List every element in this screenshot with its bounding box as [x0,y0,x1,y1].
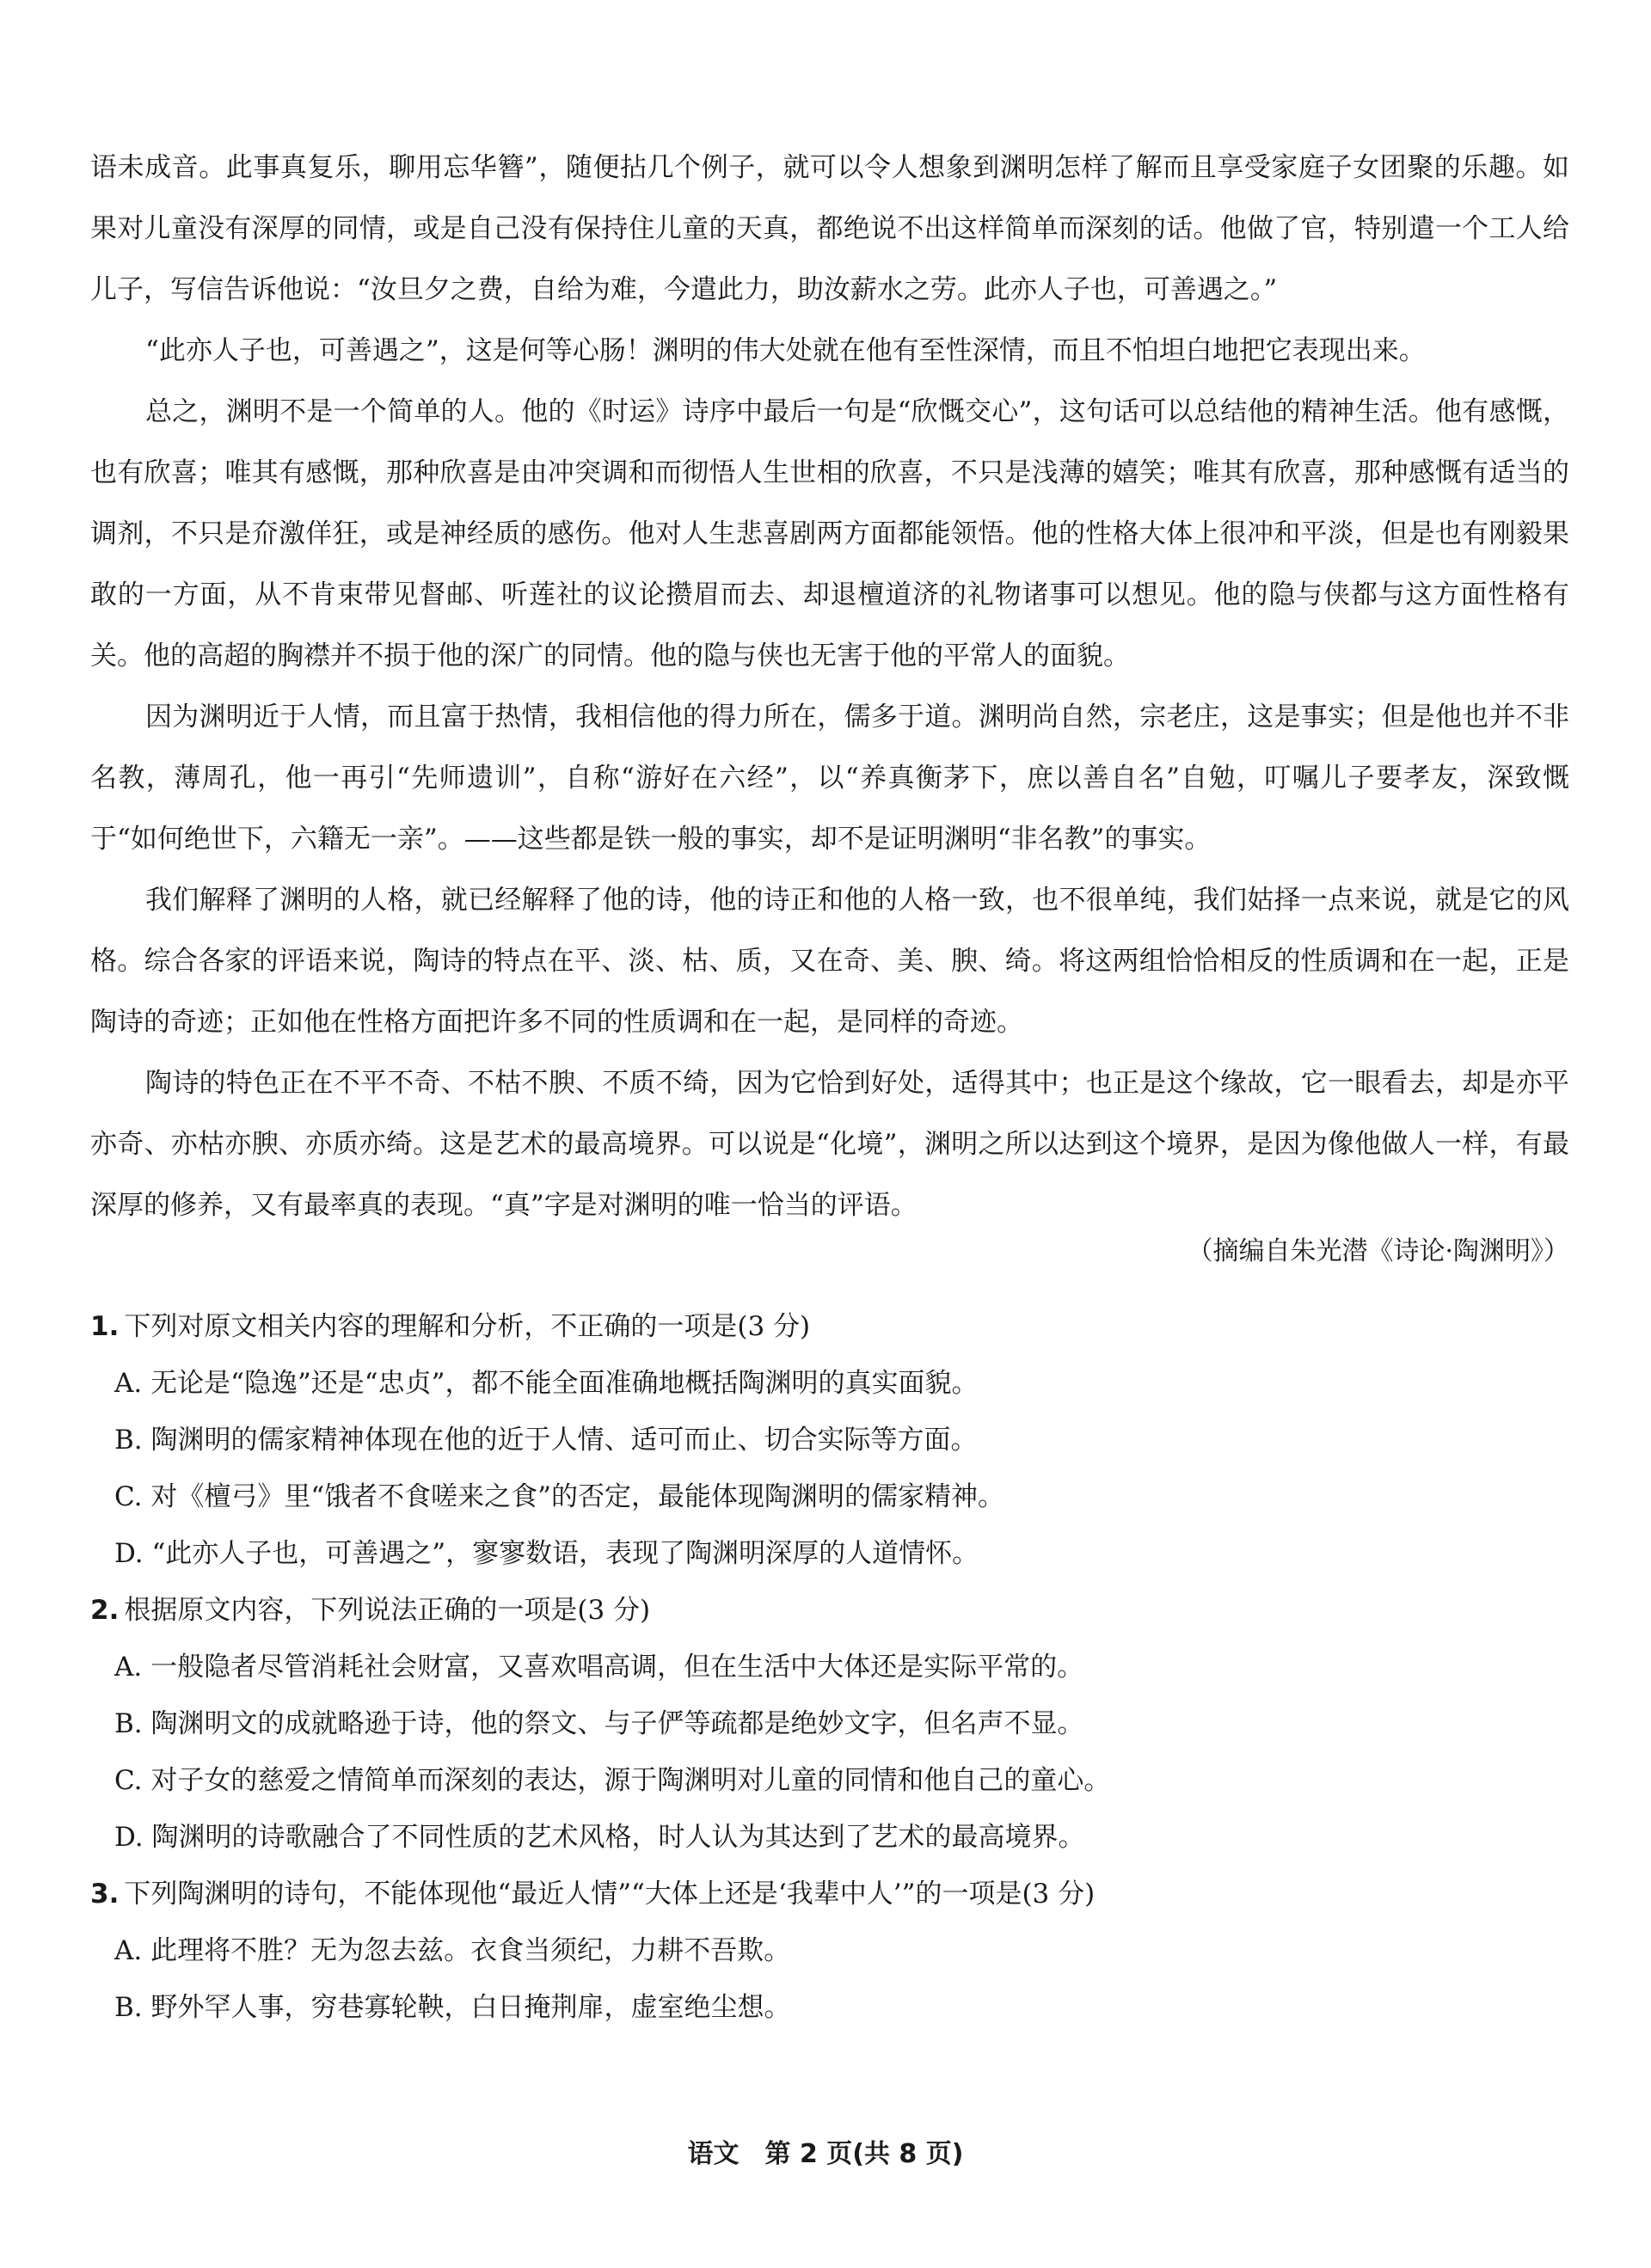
question-stem [90,1866,1569,1922]
option-c: C. 对《檀弓》里“饿者不食嗟来之食”的否定，最能体现陶渊明的儒家精神。 [114,1481,1005,1512]
question-text: 下列陶渊明的诗句，不能体现他“最近人情”“大体上还是‘我辈中人’”的一项是(3 分) [124,1879,1096,1909]
passage-paragraph: 语未成音。此事真复乐，聊用忘华簪”，随便拈几个例子，就可以令人想象到渊明怎样了解而且享受家庭子女团聚的乐趣。如果对儿童没有深厚的同情，或是自己没有保持住儿童的天真，都绝说不出这样简单而深刻的话。他做了官，特别遣一个工人给儿子，写信告诉他说：“汝旦夕之费，自给为难，今遣此力，助汝薪水之劳。此亦人子也，可善遇之。” [90,152,1569,305]
question-text: 根据原文内容，下列说法正确的一项是(3 分) [124,1595,651,1626]
passage-paragraph: 总之，渊明不是一个简单的人。他的《时运》诗序中最后一句是“欣慨交心”，这句话可以总结他的精神生活。他有感慨，也有欣喜；唯其有感慨，那种欣喜是由冲突调和而彻悟人生世相的欣喜，不只是浅薄的嬉笑；唯其有欣喜，那种感慨有适当的调剂，不只是夼激佯狂，或是神经质的感伤。他对人生悲喜剧两方面都能领悟。他的性格大体上很冲和平淡，但是也有刚毅果敢的一方面，从不肯束带见督邮、听莲社的议论攒眉而去、却退檀道济的礼物诸事可以想见。他的隐与侠都与这方面性格有关。他的高超的胸襟并不损于他的深广的同情。他的隐与侠也无害于他的平常人的面貌。 [90,396,1569,671]
option-d: D. 陶渊明的诗歌融合了不同性质的艺术风格，时人认为其达到了艺术的最高境界。 [114,1822,1085,1853]
question-stem [90,1298,1569,1355]
question-1 [90,1298,1569,1582]
question-number: 3. [90,1879,120,1909]
passage-paragraph: “此亦人子也，可善遇之”，这是何等心肠！渊明的伟大处就在他有至性深情，而且不怕坦白地把它表现出来。 [145,335,1426,366]
option-b: B. 陶渊明文的成就略逊于诗，他的祭文、与子俨等疏都是绝妙文字，但名声不显。 [114,1708,1084,1739]
option-c: C. 对子女的慈爱之情简单而深刻的表达，源于陶渊明对儿童的同情和他自己的童心。 [114,1765,1111,1796]
passage-paragraph: 因为渊明近于人情，而且富于热情，我相信他的得力所在，儒多于道。渊明尚自然，宗老庄，这是事实；但是他也并不非名教，薄周孔，他一再引“先师遗训”，自称“游好在六经”，以“养真衡茅下，庶以善自名”自勉，叮嘱儿子要孝友，深致慨于“如何绝世下，六籍无一亲”。——这些都是铁一般的事实，却不是证明渊明“非名教”的事实。 [90,702,1569,855]
option-list [90,1922,1569,2036]
passage-paragraph: 我们解释了渊明的人格，就已经解释了他的诗，他的诗正和他的人格一致，也不很单纯，我们姑择一点来说，就是它的风格。综合各家的评语来说，陶诗的特点在平、淡、枯、质，又在奇、美、腴、绮。将这两组恰恰相反的性质调和在一起，正是陶诗的奇迹；正如他在性格方面把许多不同的性质调和在一起，是同样的奇迹。 [90,885,1569,1038]
option-b: B. 野外罕人事，穷巷寡轮鞅，白日掩荆扉，虚室绝尘想。 [114,1992,791,2023]
question-number: 1. [90,1311,120,1342]
option-a: A. 此理将不胜？无为忽去兹。衣食当须纪，力耕不吾欺。 [114,1935,791,1966]
option-a: A. 一般隐者尽管消耗社会财富，又喜欢唱高调，但在生活中大体还是实际平常的。 [114,1652,1084,1683]
option-d: D. “此亦人子也，可善遇之”，寥寥数语，表现了陶渊明深厚的人道情怀。 [114,1538,979,1569]
passage-source: （摘编自朱光潜《诗论·陶渊明》） [1187,1236,1569,1266]
question-2 [90,1582,1569,1866]
question-text: 下列对原文相关内容的理解和分析，不正确的一项是(3 分) [124,1311,811,1342]
question-stem [90,1582,1569,1639]
option-a: A. 无论是“隐逸”还是“忠贞”，都不能全面准确地概括陶渊明的真实面貌。 [114,1368,979,1399]
reading-passage [90,138,1569,1236]
option-b: B. 陶渊明的儒家精神体现在他的近于人情、适可而止、切合实际等方面。 [114,1425,978,1456]
question-number: 2. [90,1595,120,1626]
passage-paragraph: 陶诗的特色正在不平不奇、不枯不腴、不质不绮，因为它恰到好处，适得其中；也正是这个缘故，它一眼看去，却是亦平亦奇、亦枯亦腴、亦质亦绮。这是艺术的最高境界。可以说是“化境”，渊明之所以达到这个境界，是因为像他做人一样，有最深厚的修养，又有最率真的表现。“真”字是对渊明的唯一恰当的评语。 [90,1068,1569,1221]
page-footer: 语文 第 2 页(共 8 页) [687,2139,964,2169]
question-list [90,1298,1569,2036]
option-list [90,1639,1569,1866]
question-3 [90,1866,1569,2036]
option-list [90,1355,1569,1582]
